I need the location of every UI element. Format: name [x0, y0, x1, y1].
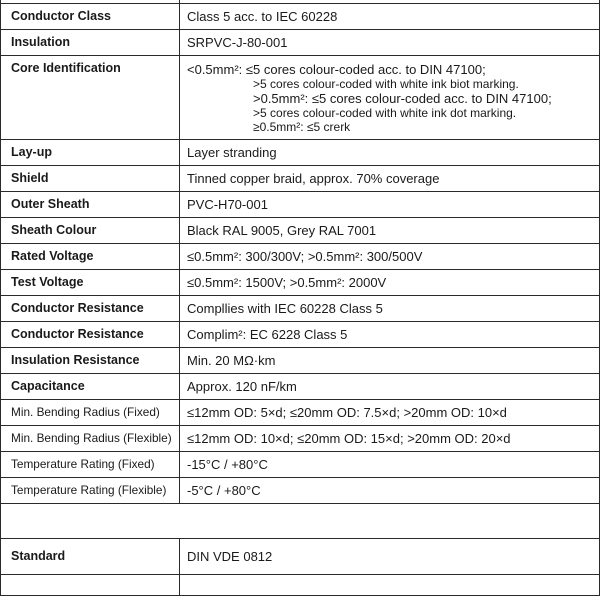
- spec-value: PVC-H70-001: [180, 192, 600, 218]
- spacer-cell: [1, 504, 600, 539]
- spec-label: Sheath Colour: [1, 218, 180, 244]
- spec-value: DIN VDE 0812: [180, 539, 600, 575]
- spec-row-core-identification: [1, 56, 600, 140]
- spec-label: Conductor Resistance: [1, 296, 180, 322]
- spec-row-sheath-colour: [1, 218, 600, 244]
- spec-value: SRPVC-J-80-001: [180, 30, 600, 56]
- empty-cell: [1, 575, 180, 596]
- spec-label: Temperature Rating (Flexible): [1, 478, 180, 504]
- spec-value: [180, 56, 600, 140]
- spec-row-insulation: [1, 30, 600, 56]
- empty-cell: [180, 575, 600, 596]
- spec-label: Rated Voltage: [1, 244, 180, 270]
- spec-label: Min. Bending Radius (Flexible): [1, 426, 180, 452]
- spec-value: Tinned copper braid, approx. 70% coverage: [180, 166, 600, 192]
- bottom-cut-row: [1, 575, 600, 596]
- spec-row-conductor-resistance: [1, 296, 600, 322]
- core-identification-line: ≥0.5mm²: ≤5 crerk: [253, 120, 351, 134]
- spec-label: Outer Sheath: [1, 192, 180, 218]
- core-identification-line: >5 cores colour-coded with white ink biot marking.: [253, 77, 519, 91]
- spec-row-temperature-rating-fixed: [1, 452, 600, 478]
- spec-label: Conductor Class: [1, 4, 180, 30]
- spec-value: -5°C / +80°C: [180, 478, 600, 504]
- spec-value: -15°C / +80°C: [180, 452, 600, 478]
- spec-label: Shield: [1, 166, 180, 192]
- spec-value: ≤0.5mm²: 1500V; >0.5mm²: 2000V: [180, 270, 600, 296]
- core-identification-line: >0.5mm²: ≤5 cores colour-coded acc. to DIN 47100;: [253, 91, 552, 106]
- spec-value: Approx. 120 nF/km: [180, 374, 600, 400]
- spec-value: Compllies with IEC 60228 Class 5: [180, 296, 600, 322]
- spec-row-rated-voltage: [1, 244, 600, 270]
- spec-value: Class 5 acc. to IEC 60228: [180, 4, 600, 30]
- spec-row-lay-up: [1, 140, 600, 166]
- spec-label: Insulation: [1, 30, 180, 56]
- spec-label: Temperature Rating (Fixed): [1, 452, 180, 478]
- core-identification-line: <0.5mm²: ≤5 cores colour-coded acc. to DIN 47100;: [187, 62, 486, 77]
- spec-row-min-bending-radius-flexible: [1, 426, 600, 452]
- spec-row-capacitance: [1, 374, 600, 400]
- spec-label: Standard: [1, 539, 180, 575]
- spec-label: Min. Bending Radius (Fixed): [1, 400, 180, 426]
- spec-row-conductor-class: [1, 4, 600, 30]
- spec-label: Capacitance: [1, 374, 180, 400]
- spec-value: Complim²: EC 6228 Class 5: [180, 322, 600, 348]
- spec-row-outer-sheath: [1, 192, 600, 218]
- spec-label: Conductor Resistance: [1, 322, 180, 348]
- spec-value: Black RAL 9005, Grey RAL 7001: [180, 218, 600, 244]
- spec-row-min-bending-radius-fixed: [1, 400, 600, 426]
- spec-label: Test Voltage: [1, 270, 180, 296]
- spec-row-temperature-rating-flexible: [1, 478, 600, 504]
- spec-label: Core Identification: [1, 56, 180, 140]
- spec-value: ≤12mm OD: 10×d; ≤20mm OD: 15×d; >20mm OD: 20×d: [180, 426, 600, 452]
- spec-label: Insulation Resistance: [1, 348, 180, 374]
- spec-row-test-voltage: [1, 270, 600, 296]
- spec-value: Min. 20 MΩ·km: [180, 348, 600, 374]
- spec-row-conductor-resistance: [1, 322, 600, 348]
- spec-value: ≤12mm OD: 5×d; ≤20mm OD: 7.5×d; >20mm OD: 10×d: [180, 400, 600, 426]
- spec-row-standard: [1, 539, 600, 575]
- spec-value: ≤0.5mm²: 300/300V; >0.5mm²: 300/500V: [180, 244, 600, 270]
- spacer-row: [1, 504, 600, 539]
- core-identification-line: >5 cores colour-coded with white ink dot marking.: [253, 106, 517, 120]
- spec-label: Lay-up: [1, 140, 180, 166]
- spec-value: Layer stranding: [180, 140, 600, 166]
- spec-row-insulation-resistance: [1, 348, 600, 374]
- spec-row-shield: [1, 166, 600, 192]
